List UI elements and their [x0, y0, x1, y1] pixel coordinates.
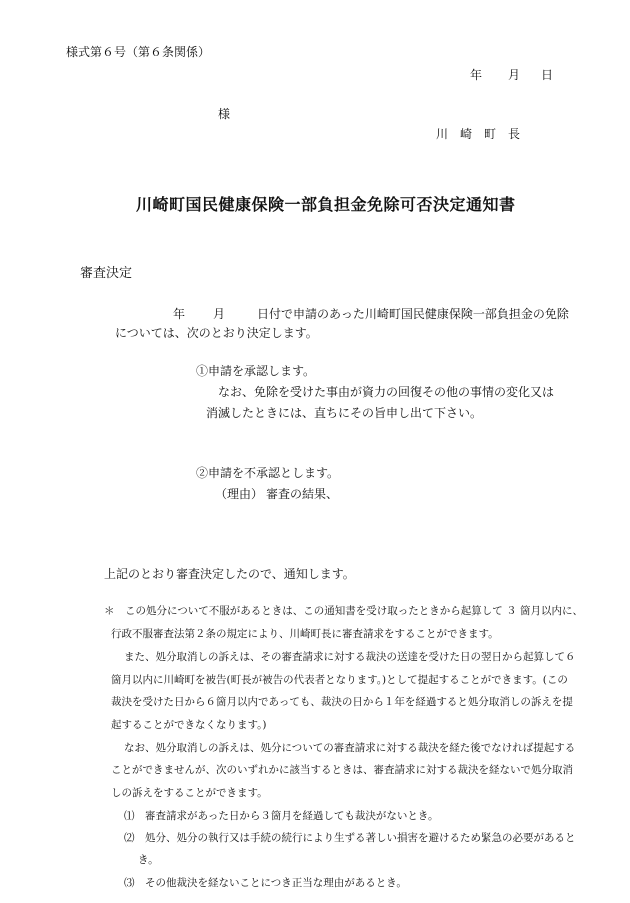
note-p3-line3: しの訴えをすることができます。 [111, 787, 268, 799]
intro-line2: については、次のとおり決定します。 [115, 326, 318, 340]
intro-year-label: 年 [173, 307, 186, 321]
note-item-2-line1: ⑵ 処分、処分の執行又は手続の続行により生ずる著しい損害を避けるため緊急の必要があると [124, 832, 576, 844]
document-title: 川崎町国民健康保険一部負担金免除可否決定通知書 [136, 195, 516, 214]
section-heading: 審査決定 [80, 266, 133, 281]
sender-name: 川 崎 町 長 [436, 127, 521, 141]
option-approve-label: ①申請を承認します。 [196, 364, 316, 378]
form-number: 様式第６号（第６条関係） [66, 45, 211, 59]
note-p2-line4: 起することができなくなります。) [111, 719, 267, 731]
note-p2-line3: 裁決を受けた日から６箇月以内であっても、裁決の日から１年を経過すると処分取消しの訴えを提 [111, 696, 573, 708]
closing-statement: 上記のとおり審査決定したので、通知します。 [104, 567, 355, 581]
note-p1-line2: 行政不服審査法第２条の規定により、川崎町長に審査請求をすることができます。 [111, 628, 499, 640]
reason-label: （理由） [215, 487, 264, 501]
note-item-2-line2: き。 [138, 854, 159, 866]
note-p2-line2: 箇月以内に川崎町を被告(町長が被告の代表者となります。)として提起することができます。(この [111, 674, 568, 686]
note-p1-line1: ＊ この処分について不服があるときは、この通知書を受け取ったときから起算して ３ 箇月以内に、 [104, 605, 583, 617]
note-p3-line1: なお、処分取消しの訴えは、処分についての審査請求に対する裁決を経た後でなければ提起する [124, 742, 576, 754]
intro-month-label: 月 [213, 307, 226, 321]
date-day-label: 日 [541, 68, 554, 82]
date-month-label: 月 [508, 68, 521, 82]
note-p3-line2: ことができませんが、次のいずれかに該当するときは、審査請求に対する裁決を経ないで処分取消 [111, 764, 573, 776]
option-approve-note-line1: なお、免除を受けた事由が資力の回復その他の事情の変化又は [218, 385, 555, 399]
intro-line1: 日付で申請のあった川崎町国民健康保険一部負担金の免除 [257, 307, 569, 321]
option-approve-note-line2: 消滅したときには、直ちにその旨申し出て下さい。 [206, 406, 483, 420]
addressee-suffix: 様 [218, 107, 231, 121]
note-item-3: ⑶ その他裁決を経ないことにつき正当な理由があるとき。 [124, 877, 407, 889]
note-item-1: ⑴ 審査請求があった日から３箇月を経過しても裁決がないとき。 [124, 810, 439, 822]
option-reject-label: ②申請を不承認とします。 [196, 466, 340, 480]
note-p2-line1: また、処分取消しの訴えは、その審査請求に対する裁決の送達を受けた日の翌日から起算して６ [124, 651, 576, 663]
date-year-label: 年 [470, 68, 483, 82]
reason-text: 審査の結果、 [266, 487, 339, 501]
